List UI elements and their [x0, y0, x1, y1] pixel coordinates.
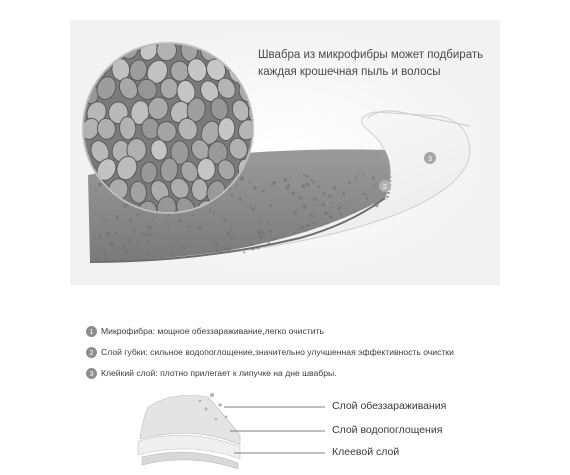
- fiber-speck: [342, 192, 345, 195]
- legend-text-2: Слой губки: сильное водопоглощение,значительно улучшенная эффективность очистки: [101, 347, 454, 357]
- fiber-speck: [230, 194, 233, 197]
- scene-badge-1: 1: [324, 199, 330, 209]
- fiber-speck: [297, 223, 299, 225]
- legend-item-3: [86, 363, 556, 383]
- fiber-speck: [305, 175, 308, 178]
- fiber-speck: [231, 237, 233, 239]
- fiber-speck: [303, 174, 305, 176]
- fiber-speck: [243, 251, 245, 253]
- fiber-speck: [98, 234, 101, 237]
- fiber-speck: [356, 175, 358, 177]
- fiber-speck: [335, 186, 337, 188]
- fiber-speck: [124, 250, 128, 254]
- fiber-speck: [322, 192, 325, 195]
- fiber-speck: [102, 217, 104, 219]
- fiber-speck: [353, 209, 355, 211]
- fiber-speck: [165, 221, 167, 223]
- fiber-speck: [94, 189, 96, 191]
- layer-diagram: [120, 385, 560, 470]
- legend-item-1: [86, 321, 556, 341]
- fiber-speck: [257, 246, 260, 249]
- fiber-speck: [267, 222, 269, 224]
- fiber-speck: [95, 238, 97, 240]
- fiber-speck: [365, 197, 368, 200]
- legend-text-1: Микрофибра: мощное обеззараживание,легко очистить: [101, 326, 324, 336]
- fiber-speck: [253, 186, 257, 190]
- fiber-speck: [251, 247, 254, 250]
- fiber-speck: [355, 177, 357, 179]
- fiber-speck: [148, 250, 150, 252]
- fiber-speck: [374, 184, 376, 186]
- fiber-speck: [198, 227, 202, 231]
- legend-text-3: Клейкий слой: плотно прилегает к липучке на дне швабры.: [101, 368, 337, 378]
- fiber-speck: [345, 200, 347, 202]
- legend-number-1: 1: [86, 326, 97, 337]
- fiber-speck: [299, 196, 303, 200]
- fiber-speck: [340, 213, 342, 215]
- fiber-speck: [192, 214, 194, 216]
- headline: [258, 47, 518, 81]
- fiber-speck: [303, 205, 307, 209]
- chenille-loop: [197, 158, 216, 181]
- fiber-speck: [306, 183, 310, 187]
- fiber-speck: [309, 214, 312, 217]
- fiber-speck: [337, 206, 341, 210]
- fiber-speck: [259, 235, 263, 239]
- fiber-speck: [149, 233, 152, 236]
- fiber-speck: [127, 239, 131, 243]
- fiber-speck: [152, 218, 154, 220]
- layer-label-absorption: Слой водопоглощения: [332, 424, 443, 436]
- fiber-speck: [229, 228, 231, 230]
- fiber-speck: [135, 214, 138, 217]
- fiber-speck: [324, 211, 328, 215]
- fiber-speck: [247, 239, 249, 241]
- fiber-speck: [227, 248, 230, 251]
- fiber-speck: [294, 211, 298, 215]
- fiber-speck: [362, 173, 364, 175]
- scene-badge-2: 2: [379, 180, 391, 192]
- fiber-speck: [312, 222, 315, 225]
- fiber-speck: [273, 237, 276, 240]
- fiber-speck: [268, 242, 271, 245]
- fiber-speck: [259, 220, 262, 223]
- layer-label-adhesive: Клеевой слой: [332, 446, 400, 458]
- legend-item-2: [86, 342, 556, 362]
- fiber-speck: [148, 226, 152, 230]
- fiber-speck: [123, 242, 125, 244]
- fiber-speck: [155, 235, 157, 237]
- fiber-speck: [290, 176, 292, 178]
- fiber-speck: [103, 248, 105, 250]
- fiber-speck: [269, 204, 272, 207]
- fiber-speck: [112, 237, 114, 239]
- fiber-speck: [147, 231, 149, 233]
- headline-line-2: каждая крошечная пыль и волосы: [258, 66, 441, 78]
- fiber-speck: [363, 193, 366, 196]
- fiber-speck: [104, 220, 106, 222]
- fiber-speck: [283, 178, 287, 182]
- fiber-speck: [209, 210, 211, 212]
- adhesive-layer-shape: [142, 452, 238, 469]
- fiber-speck: [249, 243, 251, 245]
- fiber-speck: [143, 233, 145, 235]
- fiber-speck: [193, 227, 195, 229]
- fiber-speck: [312, 181, 315, 184]
- fiber-speck: [262, 190, 265, 193]
- fiber-speck: [348, 181, 351, 184]
- chenille-loop: [119, 116, 136, 140]
- fiber-speck: [110, 242, 114, 246]
- fiber-speck: [168, 225, 170, 227]
- fiber-speck: [249, 181, 251, 183]
- fiber-speck: [261, 231, 264, 234]
- fiber-speck: [258, 232, 261, 235]
- fiber-speck: [269, 229, 272, 232]
- fiber-speck: [239, 198, 243, 202]
- fiber-speck: [139, 213, 141, 215]
- fiber-speck: [187, 225, 190, 228]
- fiber-speck: [292, 191, 296, 195]
- fiber-speck: [300, 225, 304, 229]
- fiber-speck: [115, 231, 118, 234]
- fiber-speck: [282, 228, 284, 230]
- fiber-speck: [182, 246, 186, 250]
- fiber-speck: [129, 219, 132, 222]
- fiber-speck: [116, 215, 120, 219]
- scene-badge-3: 3: [424, 152, 436, 164]
- fiber-speck: [172, 245, 174, 247]
- feature-legend: [86, 321, 556, 384]
- fiber-speck: [98, 183, 102, 187]
- fiber-speck: [327, 223, 329, 225]
- fiber-speck: [191, 225, 193, 227]
- fiber-speck: [213, 210, 215, 212]
- fiber-speck: [310, 179, 312, 181]
- fiber-speck: [215, 242, 218, 245]
- fiber-speck: [313, 215, 315, 217]
- fiber-speck: [249, 205, 251, 207]
- fiber-speck: [122, 246, 126, 250]
- fiber-speck: [293, 231, 296, 234]
- fiber-speck: [317, 185, 320, 188]
- fiber-speck: [251, 207, 254, 210]
- legend-number-3: 3: [86, 368, 97, 379]
- fiber-speck: [235, 185, 237, 187]
- fiber-speck: [223, 219, 226, 222]
- fiber-speck: [123, 204, 127, 208]
- fiber-speck: [145, 233, 149, 237]
- fiber-speck: [240, 177, 244, 181]
- fiber-speck: [224, 247, 227, 250]
- fiber-speck: [209, 237, 212, 240]
- fiber-speck: [215, 249, 218, 252]
- fiber-speck: [134, 230, 136, 232]
- fiber-speck: [306, 230, 308, 232]
- fiber-speck: [302, 184, 306, 188]
- fiber-speck: [329, 215, 332, 218]
- fiber-speck: [287, 184, 291, 188]
- fiber-speck: [213, 213, 215, 215]
- fiber-speck: [313, 197, 317, 201]
- fiber-speck: [372, 176, 375, 179]
- fiber-speck: [147, 240, 150, 243]
- fiber-speck: [273, 181, 276, 184]
- legend-number-2: 2: [86, 347, 97, 358]
- fiber-speck: [374, 203, 378, 207]
- layer-label-disinfection: Слой обеззараживания: [332, 400, 447, 412]
- fiber-speck: [170, 252, 173, 255]
- fiber-speck: [226, 232, 230, 236]
- fiber-speck: [306, 224, 309, 227]
- chenille-loop: [160, 78, 178, 99]
- chenille-loop: [157, 121, 177, 142]
- headline-line-1: Швабра из микрофибры может подбирать: [258, 49, 484, 61]
- fiber-speck: [178, 219, 181, 222]
- fiber-speck: [137, 241, 140, 244]
- fiber-speck: [104, 252, 107, 255]
- fiber-speck: [100, 238, 102, 240]
- fiber-speck: [107, 231, 110, 234]
